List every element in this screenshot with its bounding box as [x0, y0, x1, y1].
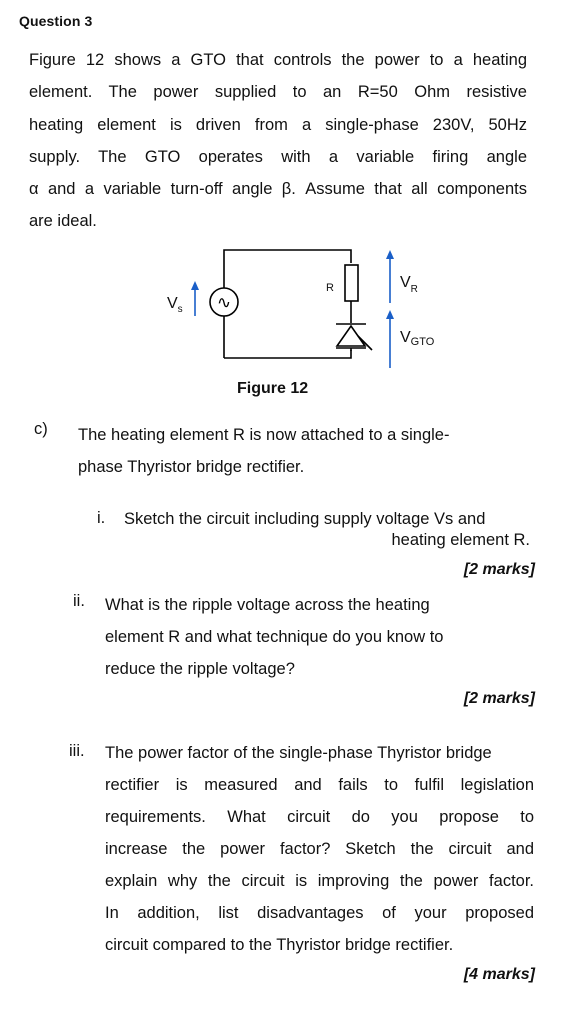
- item-ii-line: element R and what technique do you know to: [105, 628, 444, 646]
- item-i-text: [124, 509, 530, 551]
- intro-line: heating element is driven from a single-phase 230V, 50Hz: [29, 115, 527, 134]
- vs-sub: s: [177, 304, 183, 315]
- item-iii-text: [105, 737, 534, 961]
- item-i-number: i.: [97, 509, 106, 527]
- bottom-wire: [224, 350, 351, 358]
- svg-text:VR: [400, 274, 418, 295]
- vr-label: V: [400, 274, 411, 291]
- part-c-line: phase Thyristor bridge rectifier.: [78, 458, 305, 476]
- item-iii-line: circuit compared to the Thyristor bridge rectifier.: [105, 936, 454, 954]
- intro-line: Figure 12 shows a GTO that controls the power to a heating: [29, 51, 527, 69]
- part-c-line: The heating element R is now attached to a single-: [78, 426, 450, 444]
- item-iii-line: In addition, list disadvantages of your proposed: [105, 904, 534, 922]
- item-iii-marks: [4 marks]: [463, 966, 535, 983]
- gto-triangle: [337, 326, 365, 346]
- vs-arrow: [191, 281, 199, 316]
- intro-line: are ideal.: [29, 212, 97, 231]
- top-wire: [224, 250, 351, 283]
- item-iii-line: The power factor of the single-phase Thyristor bridge: [105, 744, 492, 762]
- item-iii-line: rectifier is measured and fails to fulfil legislation: [105, 776, 534, 794]
- intro-line: element. The power supplied to an R=50 Ohm resistive: [29, 83, 527, 102]
- item-ii-text: [105, 589, 525, 685]
- item-ii-line: reduce the ripple voltage?: [105, 660, 295, 678]
- vr-sub: R: [410, 284, 418, 295]
- vgto-arrow: [386, 310, 394, 368]
- item-ii-line: What is the ripple voltage across the heating: [105, 596, 430, 614]
- intro-line: supply. The GTO operates with a variable firing angle: [29, 147, 527, 166]
- item-iii-line: explain why the circuit is improving the power factor.: [105, 872, 534, 890]
- item-iii-line: increase the power factor? Sketch the circuit and: [105, 840, 534, 858]
- gto-circuit-diagram: [150, 238, 460, 378]
- item-iii-number: iii.: [69, 742, 85, 760]
- vgto-label: V: [400, 329, 411, 346]
- svg-text:VGTO: [400, 329, 435, 348]
- intro-paragraph: [29, 44, 527, 238]
- item-iii-line: requirements. What circuit do you propose to: [105, 808, 534, 826]
- source-wave-icon: ∿: [216, 293, 232, 313]
- vgto-sub: GTO: [410, 336, 435, 348]
- r-label: R: [326, 282, 334, 294]
- item-i-marks: [2 marks]: [463, 561, 535, 578]
- item-i-line: Sketch the circuit including supply voltage Vs and: [124, 510, 486, 528]
- item-ii-marks: [2 marks]: [463, 690, 535, 707]
- vr-arrow: [386, 250, 394, 303]
- part-c-label: c): [34, 420, 48, 438]
- item-i-line: heating element R.: [391, 531, 530, 549]
- figure-caption: Figure 12: [237, 380, 309, 397]
- svg-text:Vs: [167, 295, 183, 315]
- question-title: Question 3: [19, 13, 93, 29]
- vs-label: V: [167, 295, 178, 312]
- part-c-text: [78, 419, 508, 483]
- resistor: [345, 265, 358, 301]
- intro-line: α and a variable turn-off angle β. Assume that all components: [29, 180, 527, 199]
- item-ii-number: ii.: [73, 592, 85, 610]
